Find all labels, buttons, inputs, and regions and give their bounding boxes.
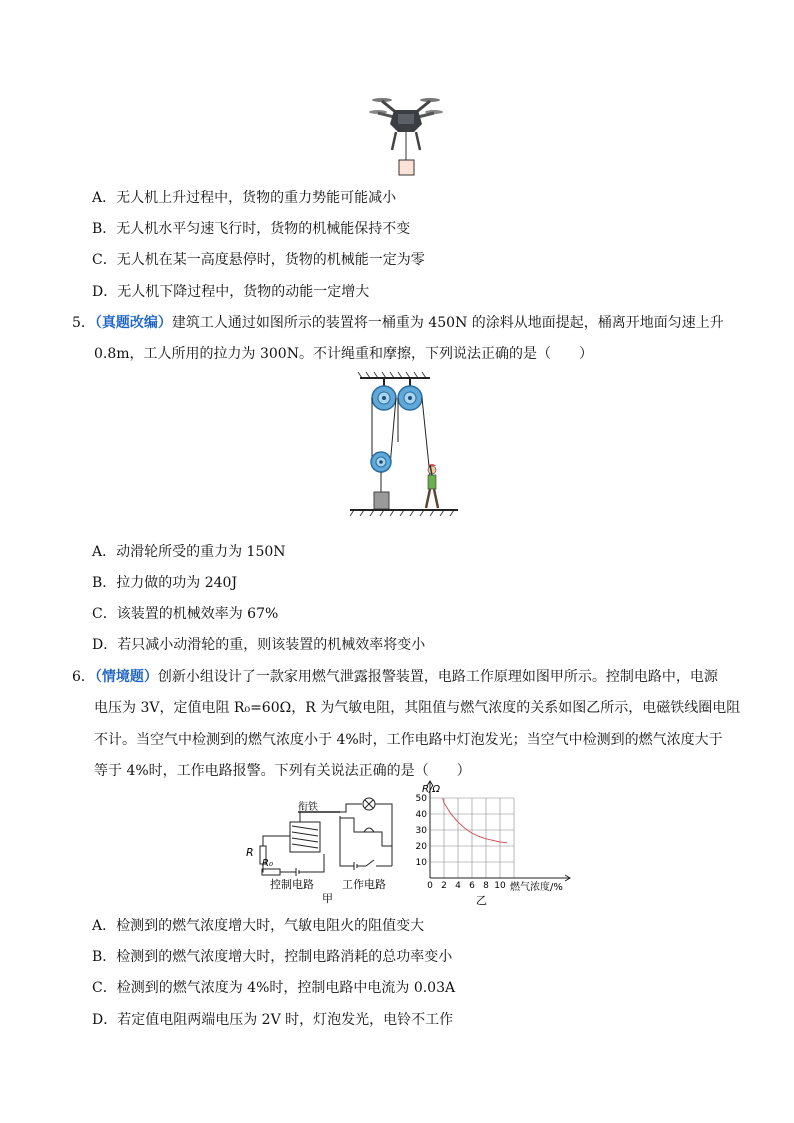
chart-x-tick-label: 10 xyxy=(494,881,506,891)
q6-option-c: C．检测到的燃气浓度为 4%时，控制电路中电流为 0.03A xyxy=(92,980,456,996)
chart-y-tick-label: 20 xyxy=(415,842,427,852)
label-r0: R₀ xyxy=(262,858,273,869)
q4-option-a: A．无人机上升过程中，货物的重力势能可能减小 xyxy=(92,190,397,206)
chart-x-tick-label: 8 xyxy=(483,881,489,891)
chart-x-tick-label: 4 xyxy=(455,881,461,891)
movable-pulley-icon xyxy=(371,452,391,472)
chart-x-axis-label: 燃气浓度/% xyxy=(510,882,563,893)
chart-grid xyxy=(430,798,514,878)
q6-stem-line3: 不计。当空气中检测到的燃气浓度小于 4%时，工作电路中灯泡发光；当空气中检测到的燃气浓度大于 xyxy=(94,732,723,748)
label-armature: 衔铁 xyxy=(298,802,318,813)
label-r: R xyxy=(246,846,254,859)
label-work-circuit: 工作电路 xyxy=(342,878,386,891)
chart-caption-yi: 乙 xyxy=(476,894,487,907)
q4-option-c: C．无人机在某一高度悬停时，货物的机械能一定为零 xyxy=(92,252,425,268)
q5-stem-line1 xyxy=(72,312,724,332)
worker-icon xyxy=(426,464,438,508)
q5-number: 5． xyxy=(72,315,95,331)
q6-line1: 创新小组设计了一款家用燃气泄露报警装置，电路工作原理如图甲所示。控制电路中，电源 xyxy=(157,669,718,685)
chart-x-tick-label: 6 xyxy=(469,881,475,891)
q5-option-d: D．若只减小动滑轮的重，则该装置的机械效率将变小 xyxy=(92,637,426,653)
q6-stem-line1 xyxy=(72,666,718,686)
drone-icon xyxy=(369,98,443,160)
q6-option-d: D．若定值电阻两端电压为 2V 时，灯泡发光，电铃不工作 xyxy=(92,1012,454,1028)
label-control-circuit: 控制电路 xyxy=(270,878,314,891)
q4-option-d: D．无人机下降过程中，货物的动能一定增大 xyxy=(92,284,370,300)
fixed-resistor-r0 xyxy=(262,869,280,875)
chart-y-axis-label: R/Ω xyxy=(422,784,440,795)
fixed-pulley-left-icon xyxy=(372,386,396,410)
bell-icon xyxy=(364,828,374,832)
fixed-pulley-right-icon xyxy=(398,386,422,410)
q5-line1: 建筑工人通过如图所示的装置将一桶重为 450N 的涂料从地面提起，桶离开地面匀速上升 xyxy=(171,315,724,331)
q6-option-a: A．检测到的燃气浓度增大时，气敏电阻火的阻值变大 xyxy=(92,918,425,934)
q4-option-b: B．无人机水平匀速飞行时，货物的机械能保持不变 xyxy=(92,221,411,237)
q6-stem-line4: 等于 4%时，工作电路报警。下列有关说法正确的是（ ） xyxy=(94,763,471,779)
chart-x-tick-label: 0 xyxy=(427,881,433,891)
switch-icon xyxy=(366,860,374,866)
q5-option-b: B．拉力做的功为 240J xyxy=(92,575,238,591)
q6-stem-line2: 电压为 3V，定值电阻 R₀=60Ω，R 为气敏电阻，其阻值与燃气浓度的关系如图乙所示，电磁铁线圈电阻 xyxy=(94,700,741,716)
q6-tag: （情境题） xyxy=(94,669,158,685)
chart-y-tick-label: 30 xyxy=(415,826,427,836)
pulley-figure xyxy=(344,372,464,522)
q6-option-b: B．检测到的燃气浓度增大时，控制电路消耗的总功率变小 xyxy=(92,949,453,965)
q5-tag: （真题改编） xyxy=(94,315,172,331)
chart-series-line xyxy=(443,798,507,843)
q5-option-c: C．该装置的机械效率为 67% xyxy=(92,606,279,622)
cargo-box xyxy=(399,160,414,175)
q5-stem-line2: 0.8m，工人所用的拉力为 300N。不计绳重和摩擦，下列说法正确的是（ ） xyxy=(94,346,593,362)
chart-y-tick-label: 40 xyxy=(415,810,427,820)
chart-y-tick-label: 10 xyxy=(415,858,427,868)
chart-y-tick-label: 50 xyxy=(415,794,427,804)
chart-ticks xyxy=(416,794,506,891)
label-jia: 甲 xyxy=(322,892,333,904)
resistance-chart xyxy=(410,778,580,908)
q5-option-a: A．动滑轮所受的重力为 150N xyxy=(92,544,286,560)
chart-x-tick-label: 2 xyxy=(441,881,447,891)
q6-number: 6． xyxy=(72,669,95,685)
paint-bucket xyxy=(374,492,389,509)
chart-axes xyxy=(427,781,570,881)
circuit-figure xyxy=(236,796,416,904)
drone-figure xyxy=(368,94,444,178)
